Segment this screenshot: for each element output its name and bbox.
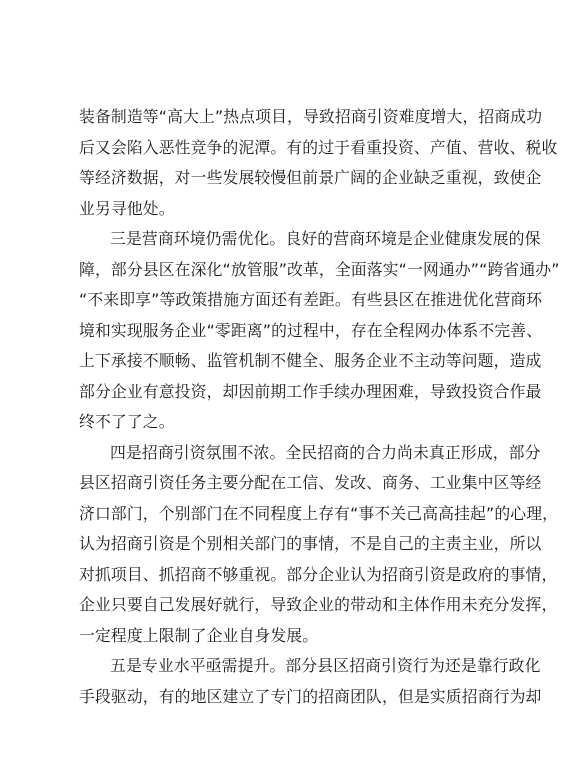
text-line: 一定程度上限制了企业自身发展。 [79, 625, 319, 645]
document-body [79, 102, 560, 712]
text-line: 上下承接不顺畅、监管机制不健全、服务企业不主动等问题，造成 [79, 351, 542, 370]
text-line: “不来即享”等政策措施方面还有差距。有些县区在推进优化营商环 [79, 290, 543, 309]
text-line: 手段驱动，有的地区建立了专门的招商团队，但是实质招商行为却 [79, 686, 542, 706]
text-line: 等经济数据，对一些发展较慢但前景广阔的企业缺乏重视，致使企 [79, 168, 542, 187]
paragraph-start-line: 五是专业水平亟需提升。部分县区招商引资行为还是靠行政化 [110, 656, 541, 675]
text-line: 企业只要自己发展好就行，导致企业的带动和主体作用未充分发挥， [79, 595, 558, 614]
text-line: 终不了了之。 [79, 412, 175, 431]
text-line: 济口部门，个别部门在不同程度上存有“事不关己高高挂起”的心理， [79, 503, 559, 523]
text-line: 对抓项目、抓招商不够重视。部分企业认为招商引资是政府的事情， [79, 564, 558, 584]
text-line: 认为招商引资是个别相关部门的事情，不是自己的主责主业，所以 [79, 534, 542, 553]
paragraph-start-line: 四是招商引资氛围不浓。全民招商的合力尚未真正形成，部分 [110, 442, 541, 462]
text-line: 县区招商引资任务主要分配在工信、发改、商务、工业集中区等经 [79, 473, 542, 492]
text-line: 障，部分县区在深化“放管服”改革，全面落实“一网通办”“跨省通办” [79, 259, 560, 279]
text-line: 部分企业有意投资，却因前期工作手续办理困难，导致投资合作最 [79, 381, 542, 401]
text-line: 境和实现服务企业“零距离”的过程中，存在全程网办体系不完善、 [79, 320, 543, 340]
text-line: 装备制造等“高大上”热点项目，导致招商引资难度增大，招商成功 [79, 107, 543, 126]
text-line: 后又会陷入恶性竞争的泥潭。有的过于看重投资、产值、营收、税收 [79, 137, 558, 157]
text-line: 业另寻他处。 [79, 198, 175, 218]
paragraph-start-line: 三是营商环境仍需优化。良好的营商环境是企业健康发展的保 [110, 229, 541, 248]
